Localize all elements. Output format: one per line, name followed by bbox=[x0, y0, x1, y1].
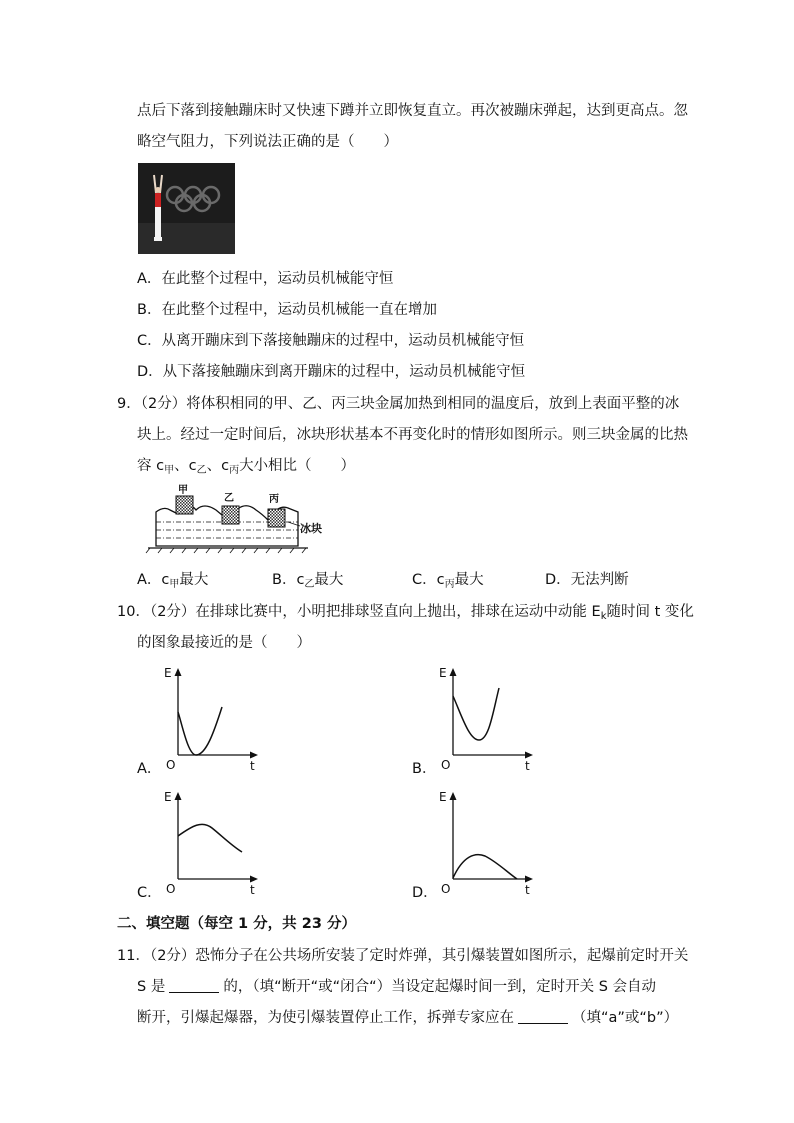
svg-text:t: t bbox=[525, 883, 530, 897]
svg-text:t: t bbox=[250, 883, 255, 897]
q8-option-c: C．从离开蹦床到下落接触蹦床的过程中，运动员机械能守恒 bbox=[137, 333, 525, 349]
svg-text:E: E bbox=[439, 790, 447, 804]
svg-text:E: E bbox=[164, 666, 172, 680]
svg-text:t: t bbox=[525, 759, 530, 773]
svg-text:O: O bbox=[441, 758, 451, 772]
label-yi: 乙 bbox=[224, 493, 234, 504]
q8-option-b: B．在此整个过程中，运动员机械能一直在增加 bbox=[137, 302, 437, 318]
q10-graph-d bbox=[433, 786, 543, 898]
q11-blank-1[interactable] bbox=[169, 978, 219, 993]
q10-graph-b bbox=[433, 662, 543, 774]
q11-stem-line-3: 断开，引爆起爆器，为使引爆装置停止工作，拆弹专家应在 （填“a”或“b”） bbox=[137, 1010, 679, 1026]
q9-option-a: A．$c_甲$最大 bbox=[137, 572, 209, 590]
q9-option-b: B．$c_乙$最大 bbox=[272, 572, 344, 590]
q11-stem-line-1: 11．（2分）恐怖分子在公共场所安装了定时炸弹，其引爆装置如图所示，起爆前定时开关 bbox=[117, 948, 689, 964]
q10-graph-c bbox=[158, 786, 268, 898]
q11-blank-2[interactable] bbox=[518, 1009, 568, 1024]
svg-text:O: O bbox=[441, 882, 451, 896]
q10-graph-a bbox=[158, 662, 268, 774]
label-ice: 冰块 bbox=[300, 522, 322, 535]
trampoline-photo bbox=[138, 163, 235, 254]
section-2-title: 二、填空题（每空 1 分，共 23 分） bbox=[117, 916, 356, 932]
q8-option-a: A．在此整个过程中，运动员机械能守恒 bbox=[137, 271, 394, 287]
ice-block-figure bbox=[138, 484, 360, 554]
q10-option-b-label: B． bbox=[412, 761, 437, 777]
svg-text:O: O bbox=[166, 758, 176, 772]
svg-text:O: O bbox=[166, 882, 176, 896]
label-jia: 甲 bbox=[178, 485, 188, 496]
svg-text:E: E bbox=[439, 666, 447, 680]
q9-stem-line-3: 容 $c_甲$、$c_乙$、$c_丙$大小相比（ ） bbox=[137, 458, 356, 476]
label-bing: 丙 bbox=[269, 494, 279, 505]
q8-stem-line-1: 点后下落到接触蹦床时又快速下蹲并立即恢复直立。再次被蹦床弹起，达到更高点。忽 bbox=[137, 103, 688, 119]
q9-stem-line-1: 9．（2分）将体积相同的甲、乙、丙三块金属加热到相同的温度后，放到上表面平整的冰 bbox=[117, 396, 680, 412]
q8-option-d: D．从下落接触蹦床到离开蹦床的过程中，运动员机械能守恒 bbox=[137, 364, 526, 380]
q10-stem-line-1: 10．（2分）在排球比赛中，小明把排球竖直向上抛出，排球在运动中动能 $E_k$随时间 t 变化 bbox=[117, 604, 694, 622]
q10-option-d-label: D． bbox=[412, 885, 438, 901]
q9-option-d: D．无法判断 bbox=[545, 572, 629, 588]
q9-option-c: C．$c_丙$最大 bbox=[412, 572, 484, 590]
q11-stem-line-2: S 是 的，（填“断开“或“闭合“）当设定起爆时间一到，定时开关 S 会自动 bbox=[137, 979, 657, 995]
q8-stem-line-2: 略空气阻力，下列说法正确的是（ ） bbox=[137, 134, 398, 150]
q10-option-c-label: C． bbox=[137, 885, 162, 901]
q10-option-a-label: A． bbox=[137, 761, 162, 777]
q10-stem-line-2: 的图象最接近的是（ ） bbox=[137, 635, 311, 651]
q9-stem-line-2: 块上。经过一定时间后，冰块形状基本不再变化时的情形如图所示。则三块金属的比热 bbox=[137, 427, 688, 443]
svg-text:E: E bbox=[164, 790, 172, 804]
svg-text:t: t bbox=[250, 759, 255, 773]
